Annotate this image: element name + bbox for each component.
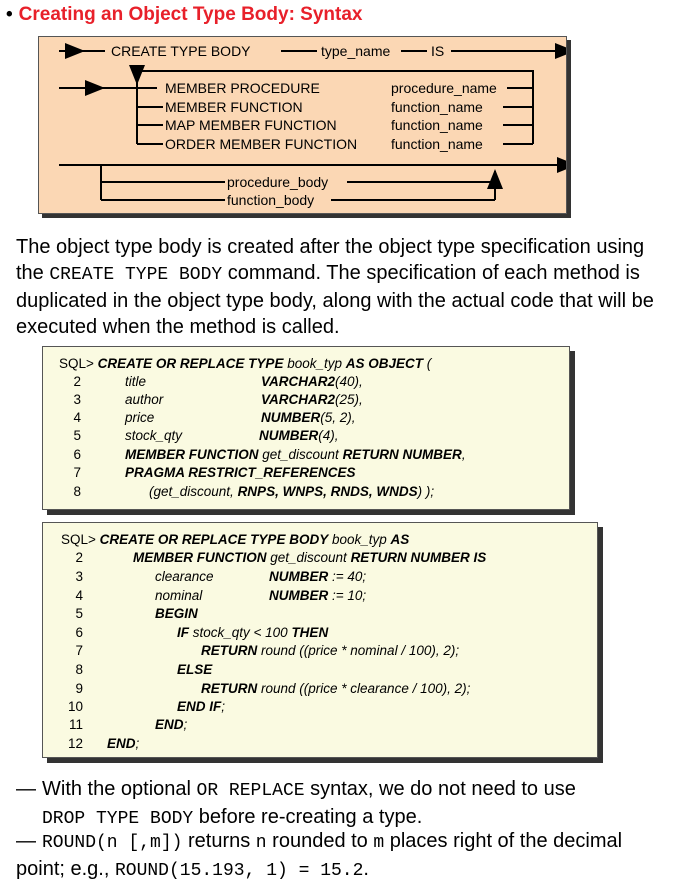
heading bbox=[6, 4, 362, 26]
syntax-diagram bbox=[38, 36, 567, 214]
code-line: SQL> CREATE OR REPLACE TYPE book_typ AS OBJECT ( bbox=[59, 356, 432, 371]
type-name-token: type_name bbox=[321, 43, 391, 59]
function-name-token: function_name bbox=[391, 136, 483, 152]
create-type-body-keyword: CREATE TYPE BODY bbox=[111, 43, 251, 59]
note-round: — ROUND(n [,m]) returns n rounded to m places right of the decimal point; e.g., ROUND(15.193, 1) = 15.2. bbox=[16, 830, 623, 881]
code-block-type-body: SQL> CREATE OR REPLACE TYPE BODY book_typ AS 2 MEMBER FUNCTION get_discount RETURN NUMBER IS 3 clearance NUMBER := 40; 4 nominal NUMBER := 10; 5 BEGIN 6 IF stock_qty < 100 THEN 7 RETURN round ((price * nominal / 100), 2); 8 ELSE 9 RETURN round ((price * clearance / 100), 2); 10 END IF; 11 END; 12 END; bbox=[42, 522, 598, 758]
function-name-token: function_name bbox=[391, 99, 483, 115]
is-keyword: IS bbox=[431, 43, 445, 59]
inline-code: CREATE TYPE BODY bbox=[49, 265, 223, 285]
member-procedure-option: MEMBER PROCEDURE bbox=[165, 80, 320, 96]
function-body-token: function_body bbox=[227, 192, 315, 208]
map-member-function-option: MAP MEMBER FUNCTION bbox=[165, 117, 337, 133]
order-member-function-option: ORDER MEMBER FUNCTION bbox=[165, 136, 358, 152]
function-name-token: function_name bbox=[391, 117, 483, 133]
description-paragraph: The object type body is created after the object type specification using the CREATE TYPE BODY command. The specification of each method is duplicated in the object type body, along with the actual code that will be executed when the method is called. bbox=[16, 236, 654, 338]
member-function-option: MEMBER FUNCTION bbox=[165, 99, 303, 115]
code-line: SQL> CREATE OR REPLACE TYPE BODY book_typ AS bbox=[61, 532, 410, 547]
note-or-replace: — With the optional OR REPLACE syntax, we do not need to use DROP TYPE BODY before re-creating a type. bbox=[16, 778, 576, 829]
procedure-body-token: procedure_body bbox=[227, 174, 329, 190]
procedure-name-token: procedure_name bbox=[391, 80, 497, 96]
bullet: • bbox=[6, 4, 13, 25]
page-title: Creating an Object Type Body: Syntax bbox=[18, 4, 363, 25]
code-block-type-spec: SQL> CREATE OR REPLACE TYPE book_typ AS OBJECT ( 2 title VARCHAR2(40), 3 author VARCHAR2(25), 4 price NUMBER(5, 2), 5 stock_qty NUMBER(4), 6 MEMBER FUNCTION get_discount RETURN NUMBER, 7 PRAGMA RESTRICT_REFERENCES 8 (get_discount, RNPS, WNPS, RNDS, WNDS) ); bbox=[42, 346, 570, 510]
